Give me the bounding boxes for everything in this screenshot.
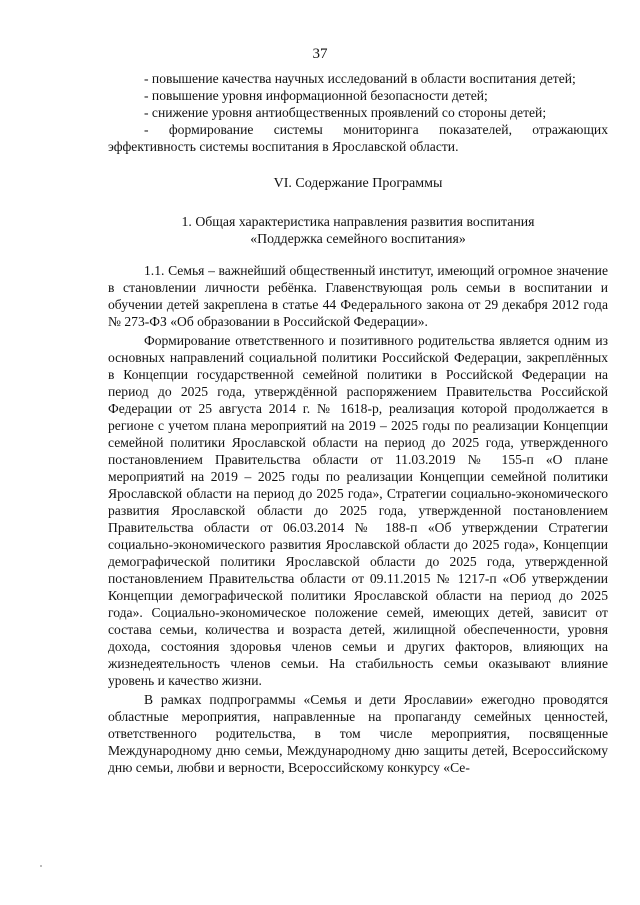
page-content	[108, 70, 608, 776]
bullet-item: - снижение уровня антиобщественных проявлений со стороны детей;	[144, 105, 547, 120]
section-title: VI. Содержание Программы	[273, 176, 443, 191]
paragraph: 1.1. Семья – важнейший общественный институт, имеющий огромное значение в становлении личности ребёнка. Главенствующая роль семьи в воспитании и обучении детей закреплена в статье 44 Федерального закона от 29 декабря 2012 года № 273-ФЗ «Об образовании в Российской Федерации».	[108, 263, 608, 329]
subsection-title	[108, 213, 608, 247]
bullet-item: - повышение уровня информационной безопасности детей;	[144, 88, 488, 103]
subsection-title-line: 1. Общая характеристика направления развития воспитания	[181, 214, 535, 229]
paragraph: В рамках подпрограммы «Семья и дети Ярославии» ежегодно проводятся областные мероприятия, направленные на пропаганду семейных ценностей, ответственного родительства, в том числе мероприятия, посвященные Международному дню семьи, Международному дню защиты детей, Всероссийскому дню семьи, любви и верности, Всероссийскому конкурсу «Се-	[108, 692, 608, 775]
scan-mark	[40, 865, 42, 867]
subsection-title-line: «Поддержка семейного воспитания»	[250, 231, 466, 246]
paragraph: Формирование ответственного и позитивного родительства является одним из основных направлений социальной политики Российской Федерации, закреплённых в Концепции государственной семейной политики в Российской Федерации на период до 2025 года, утверждённой распоряжением Правительства Российской Федерации от 25 августа 2014 г. № 1618-р, реализация которой продолжается в регионе с учетом плана мероприятий на 2019 – 2025 годы по реализации Концепции семейной политики Ярославской области на период до 2025 года, утвержденного постановлением Правительства области от 11.03.2019 № 155-п «О плане мероприятий на 2019 – 2025 годы по реализации Концепции семейной политики Ярославской области на период до 2025 года», Стратегии социально-экономического развития Ярославской области до 2025 года, утвержденной постановлением Правительства области от 06.03.2014 № 188-п «Об утверждении Стратегии социально-экономического развития Ярославской области до 2025 года», Концепции демографической политики Ярославской области до 2025 года, утвержденной постановлением Правительства области от 09.11.2015 № 1217-п «Об утверждении Концепции демографической политики Ярославской области на период до 2025 года». Социально-экономическое положение семей, имеющих детей, зависит от состава семьи, количества и возраста детей, жилищной обеспеченности, уровня дохода, состояния здоровья членов семьи и других факторов, влияющих на жизнедеятельность членов семьи. На стабильность семьи оказывают влияние уровень и качество жизни.	[108, 333, 608, 688]
page-number: 37	[312, 46, 328, 62]
bullet-item: - повышение качества научных исследований в области воспитания детей;	[144, 71, 576, 86]
bullet-item: - формирование системы мониторинга показателей, отражающих эффективность системы воспитания в Ярославской области.	[108, 122, 608, 154]
